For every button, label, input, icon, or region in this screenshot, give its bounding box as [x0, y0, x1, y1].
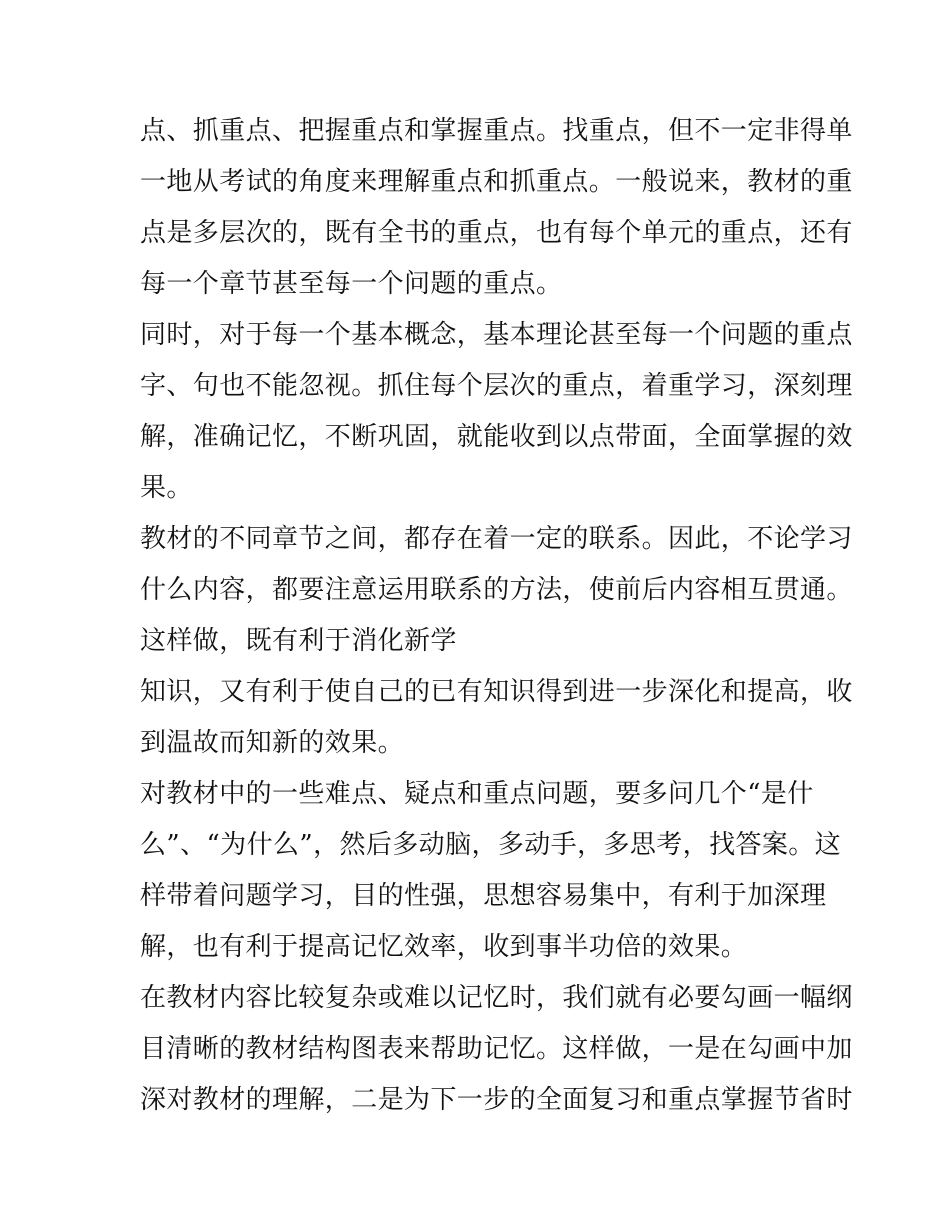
- text-line: 么”、“为什么”，然后多动脑，多动手，多思考，找答案。这: [140, 830, 842, 860]
- text-line: 教材的不同章节之间，都存在着一定的联系。因此，不论学习: [140, 524, 853, 554]
- text-line: 解，也有利于提高记忆效率，收到事半功倍的效果。: [140, 932, 748, 962]
- text-line: 这样做，既有利于消化新学: [140, 626, 457, 656]
- text-line: 目清晰的教材结构图表来帮助记忆。这样做，一是在勾画中加: [140, 1034, 853, 1064]
- text-line: 知识，又有利于使自己的已有知识得到进一步深化和提高，收: [140, 677, 853, 707]
- text-line: 同时，对于每一个基本概念，基本理论甚至每一个问题的重点: [140, 320, 853, 350]
- text-line: 什么内容，都要注意运用联系的方法，使前后内容相互贯通。: [140, 575, 853, 605]
- text-line: 深对教材的理解，二是为下一步的全面复习和重点掌握节省时: [140, 1085, 853, 1115]
- text-line: 点是多层次的，既有全书的重点，也有每个单元的重点，还有: [140, 218, 853, 248]
- text-line: 样带着问题学习，目的性强，思想容易集中，有利于加深理: [140, 881, 827, 911]
- text-line: 果。: [140, 473, 193, 503]
- text-line: 解，准确记忆，不断巩固，就能收到以点带面，全面掌握的效: [140, 422, 853, 452]
- text-line: 每一个章节甚至每一个问题的重点。: [140, 269, 563, 299]
- text-line: 字、句也不能忽视。抓住每个层次的重点，着重学习，深刻理: [140, 371, 853, 401]
- body-text: [140, 106, 853, 1126]
- text-line: 到温故而知新的效果。: [140, 728, 405, 758]
- text-line: 对教材中的一些难点、疑点和重点问题，要多问几个“是什: [140, 779, 814, 809]
- text-line: 在教材内容比较复杂或难以记忆时，我们就有必要勾画一幅纲: [140, 983, 853, 1013]
- text-line: 一地从考试的角度来理解重点和抓重点。一般说来，教材的重: [140, 167, 853, 197]
- text-line: 点、抓重点、把握重点和掌握重点。找重点，但不一定非得单: [140, 116, 853, 146]
